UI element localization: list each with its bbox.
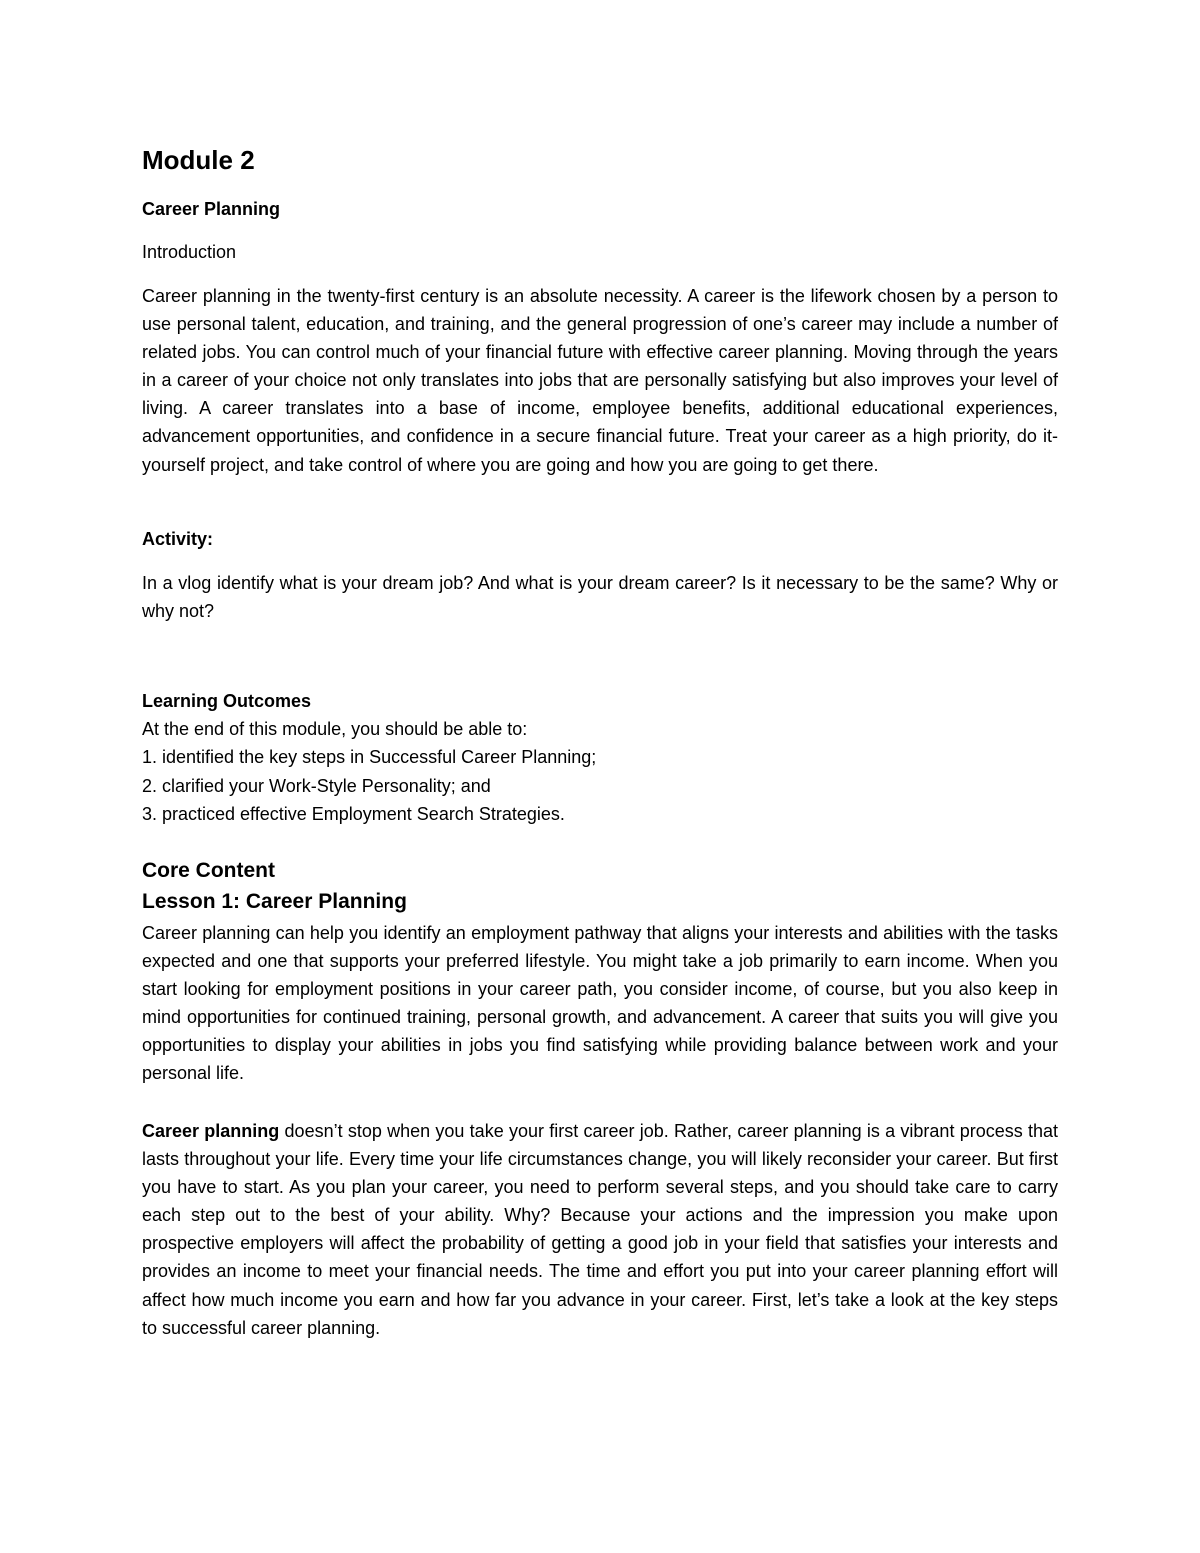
lesson-paragraph-2 <box>142 1117 1058 1342</box>
learning-outcomes-heading: Learning Outcomes <box>142 691 312 711</box>
list-item: 3. practiced effective Employment Search Strategies. <box>142 804 565 824</box>
lesson-title: Lesson 1: Career Planning <box>142 890 407 913</box>
module-title: Module 2 <box>142 145 255 175</box>
core-content-heading: Core Content <box>142 859 275 882</box>
lesson-paragraph-1: Career planning can help you identify an employment pathway that aligns your interests and abilities with the tasks expected and one that supports your preferred lifestyle. You might take a job primarily to earn income. When you start looking for employment positions in your career path, you consider income, of course, but you also keep in mind opportunities for continued training, personal growth, and advancement. A career that suits you will give you opportunities to display your abilities in jobs you find satisfying while providing balance between work and your personal life. <box>142 923 1058 1084</box>
career-planning-bold-term: Career planning <box>142 1121 280 1141</box>
learning-outcomes-list <box>142 743 1058 829</box>
list-item: 1. identified the key steps in Successful Career Planning; <box>142 747 597 767</box>
introduction-label: Introduction <box>142 242 237 262</box>
list-item: 2. clarified your Work-Style Personality; and <box>142 775 491 796</box>
lesson-paragraph-2-text: doesn’t stop when you take your first career job. Rather, career planning is a vibrant process that lasts throughout your life. Every time your life circumstances change, you will likely reconsider your career. But first you have to start. As you plan your career, you need to perform several steps, and you should take care to carry each step out to the best of your ability. Why? Because your actions and the impression you make upon prospective employers will affect the probability of getting a good job in your field that satisfies your interests and provides an income to meet your financial needs. The time and effort you put into your career planning effort will affect how much income you earn and how far you advance in your career. First, let’s take a look at the key steps to successful career planning. <box>142 1121 1059 1338</box>
section-title-career-planning: Career Planning <box>142 199 281 219</box>
activity-paragraph: In a vlog identify what is your dream job? And what is your dream career? Is it necessary to be the same? Why or why not? <box>142 573 1058 622</box>
introduction-paragraph: Career planning in the twenty-first century is an absolute necessity. A career is the lifework chosen by a person to use personal talent, education, and training, and the general progression of one’s career may include a number of related jobs. You can control much of your financial future with effective career planning. Moving through the years in a career of your choice not only translates into jobs that are personally satisfying but also improves your level of living. A career translates into a base of income, employee benefits, additional educational experiences, advancement opportunities, and confidence in a secure financial future. Treat your career as a high priority, do it-yourself project, and take control of where you are going and how you are going to get there. <box>142 286 1058 475</box>
learning-outcomes-lead: At the end of this module, you should be able to: <box>142 719 528 739</box>
activity-label: Activity: <box>142 529 214 549</box>
